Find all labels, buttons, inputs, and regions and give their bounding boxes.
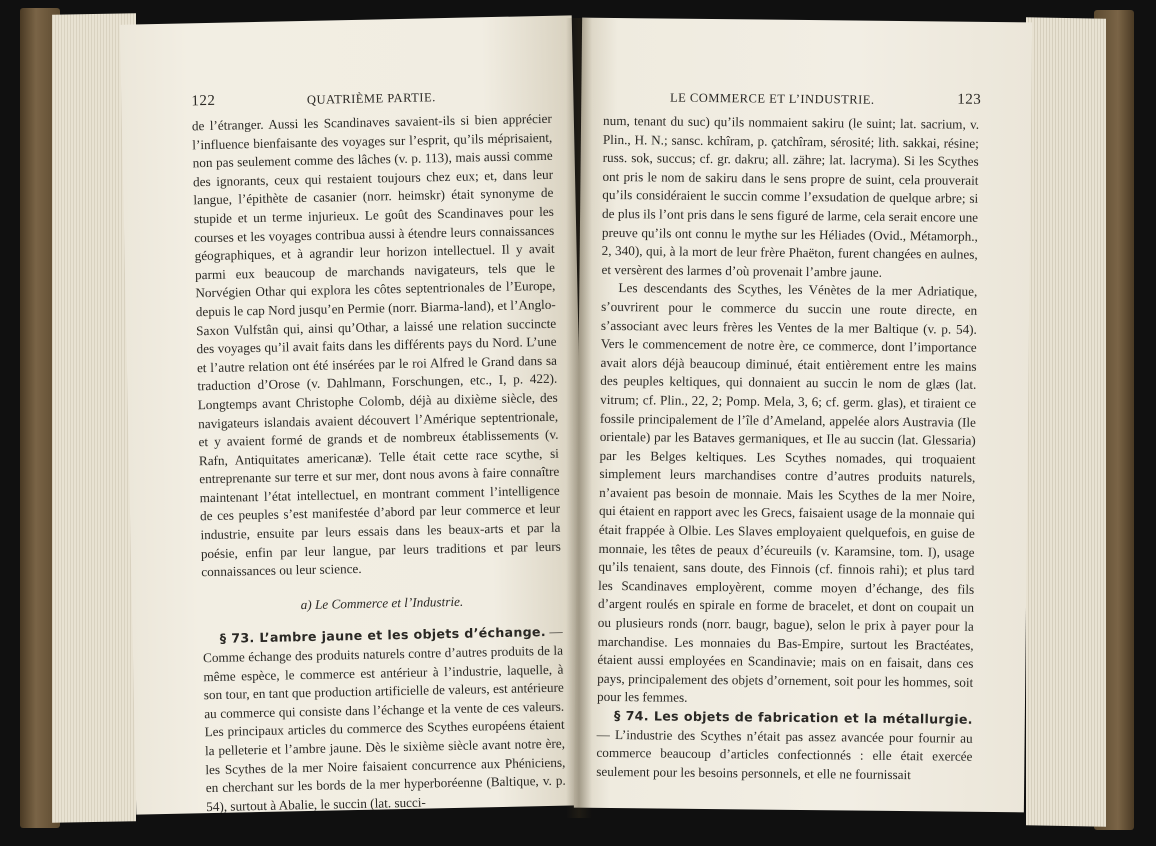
section-73-text: — Comme échange des produits naturels contre d’autres produits de la même espèce, le commerce est antérieur à l’industrie, laquelle, à son tour, en tant que production artificielle de valeurs, est antérieure au commerce qui consiste dans l’échange et la vente de ces valeurs. Les principaux articles du commerce des Scythes européens étaient la pelleterie et l’ambre jaune. Dès le sixième siècle avant notre ère, les Scythes de la mer Noire faisaient concurrence aux Phéniciens, en cherchant sur les bords de la mer hyperboréenne (Baltique, v. p. 54), surtout à Abalie, le succin (lat. succi- bbox=[202, 624, 566, 814]
right-page bbox=[574, 18, 1032, 813]
section-74-text: — L’industrie des Scythes n’était pas assez avancée pour fournir au commerce beaucoup d’articles confectionnés : elle était exercée seulement pour les besoins personnels, et elle ne fournissait bbox=[596, 726, 973, 782]
subheading: a) Le Commerce et l’Industrie. bbox=[300, 593, 464, 612]
section-73-heading: § 73. L’ambre jaune et les objets d’échange. bbox=[219, 624, 547, 647]
left-page bbox=[120, 15, 588, 814]
right-page-text bbox=[596, 112, 979, 785]
left-paragraph-2 bbox=[202, 623, 566, 815]
right-running-head bbox=[603, 90, 981, 112]
left-running-head bbox=[191, 88, 551, 114]
right-paragraph-2: Les descendants des Scythes, les Vénètes de la mer Adriatique, s’ouvrirent pour le commerce du succin une route directe, en s’associant avec leurs frères les Ventes de la mer Baltique (v. p. 54). Vers le commencement de notre ère, ce commerce, dont l’importance avait alors déjà beaucoup diminué, était entièrement entre les mains des peuples keltiques, qui donnaient au succin le nom de glæs (lat. vitrum; cf. Plin., 22, 2; Pomp. Mela, 3, 6; cf. germ. glas), et tiraient ce fossile principalement de l’île d’Ameland, appelée alors Austravia (Ile orientale) par les Bataves germaniques, et Ile au succin (lat. Glessaria) par les Belges keltiques. Les Scythes nomades, qui troquaient simplement leurs marchandises contre d’autres produits naturels, n’avaient pas besoin de monnaie. Mais les Scythes de la mer Noire, qui étaient en rapport avec les Grecs, faisaient usage de la monnaie qui était frappée à Olbie. Les Slaves employaient quelquefois, en guise de monnaie, les têtes de peaux d’écureuils (v. Karamsine, tom. I), usage qu’ils tenaient, sans doute, des Finnois (cf. finnois rahi); et plus tard les Scandinaves employèrent, comme moyen d’échange, des fils d’argent roulés en spirale en forme de bracelet, et dont on coupait un ou plusieurs ronds (norr. baugr, bague), selon le prix à payer pour la marchandise. Les monnaies du Bas-Empire, surtout les Bractéates, étaient aussi employées en Scandinavie; mais on en faisait, dans ces pays, principalement des objets d’ornement, soit pour les hommes, soit pour les femmes. bbox=[596, 280, 978, 706]
right-page-number: 123 bbox=[957, 91, 982, 108]
left-running-title: QUATRIÈME PARTIE. bbox=[306, 90, 436, 107]
page-edges-right bbox=[1026, 17, 1106, 826]
section-74-heading: § 74. Les objets de fabrication et la métallurgie. bbox=[613, 708, 973, 727]
left-page-number: 122 bbox=[191, 92, 216, 110]
right-paragraph-3 bbox=[596, 707, 973, 785]
left-page-text bbox=[192, 110, 567, 815]
right-paragraph-1: num, tenant du suc) qu’ils nommaient sakiru (le suint; lat. sacrium, v. Plin., H. N.; sansc. kchîram, p. çatchîram, sérosité; lith. sakkai, résine; russ. sok, succus; cf. gr. dakru; all. zähre; lat. lacryma). Si les Scythes ont pris le nom de sakiru dans le sens propre de suint, cela prouverait qu’ils considéraient le succin comme l’exsudation de quelque arbre; si de plus ils l’ont pris dans le sens figuré de larme, cela serait encore une preuve qu’ils ont connu le mythe sur les Héliades (Ovid., Métamorph., 2, 340), qui, à la mort de leur frère Phaëton, furent changées en aulnes, et versèrent des larmes d’où provenait l’ambre jaune. bbox=[601, 112, 980, 280]
right-running-title: LE COMMERCE ET L’INDUSTRIE. bbox=[669, 90, 875, 107]
left-paragraph-1: de l’étranger. Aussi les Scandinaves savaient-ils si bien apprécier l’influence bienfaisante des voyages sur l’esprit, qu’ils méprisaient, non pas seulement comme des lâches (v. p. 113), mais aussi comme des ignorants, ceux qui restaient toujours chez eux; et, dans leur langue, l’épithète de casanier (norr. heimskr) était synonyme de stupide et un terme injurieux. Le goût des Scandinaves pour les courses et les voyages contribua aussi à étendre leurs connaissances géographiques, et à agrandir leur horizon intellectuel. Il y avait parmi eux beaucoup de marchands navigateurs, tels que le Norvégien Othar qui explora les côtes septentrionales de l’Europe, depuis le cap Nord jusqu’en Permie (norr. Biarma-land), et l’Anglo-Saxon Vulfstân qui, ainsi qu’Othar, a laissé une relation succincte des voyages qu’il avait faits dans les différents pays du Nord. L’une et l’autre relation ont été insérées par le roi Alfred le Grand dans sa traduction d’Orose (v. Dahlmann, Forschungen, etc., I, p. 422). Longtemps avant Christophe Colomb, déjà au dixième siècle, des navigateurs islandais avaient découvert l’Amérique septentrionale, et y avaient formé de grands et de nombreux établissements (v. Rafn, Antiquitates americanæ). Telle était cette race scythe, si entreprenante sur terre et sur mer, dont nous avons à faire connaître maintenant l’état intellectuel, en montrant comment l’intelligence de ces peuples s’est manifestée d’abord par leur commerce et leur industrie, ensuite par leurs essais dans les beaux-arts et par la poésie, enfin par leur langue, par leurs traditions et par leurs connaissances ou leur science. bbox=[191, 110, 561, 580]
